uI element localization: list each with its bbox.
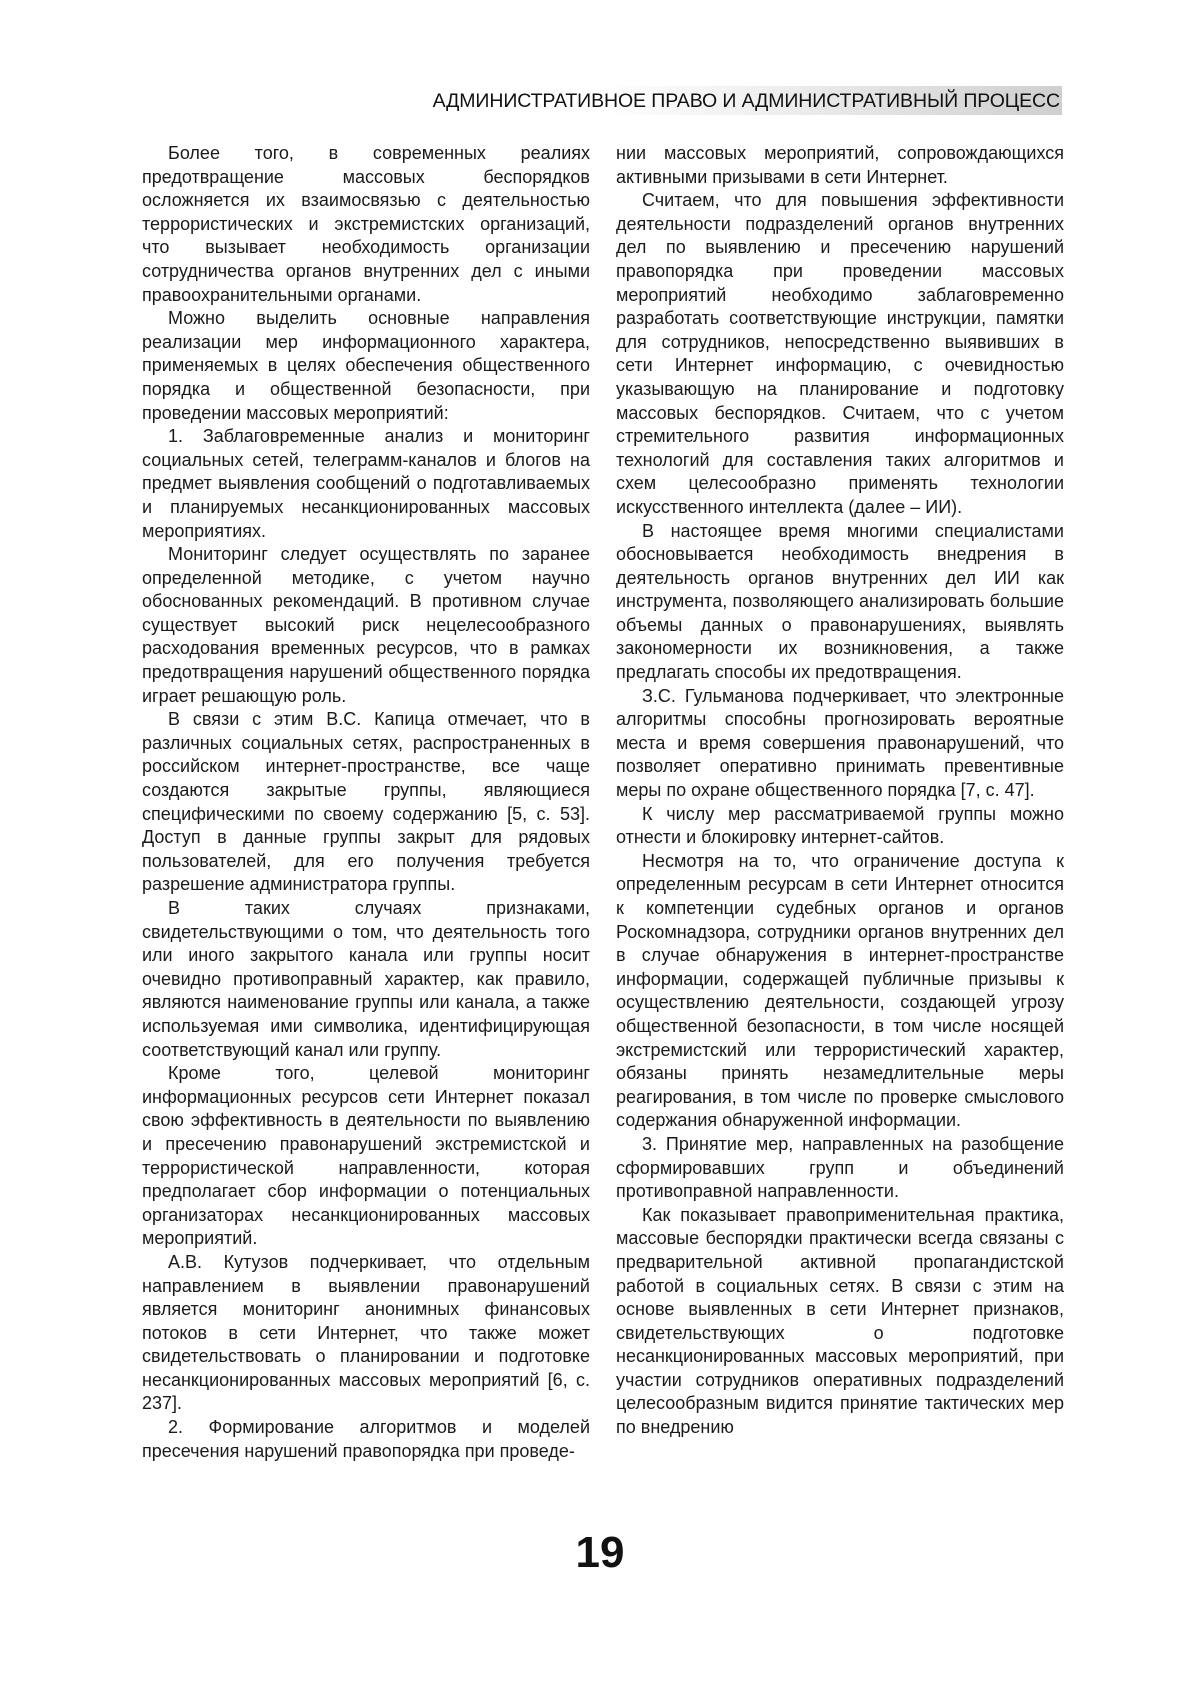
page-number: 19 bbox=[575, 1528, 625, 1577]
paragraph: К числу мер рассматриваемой группы можно отнести и блокировку интернет-сайтов. bbox=[616, 803, 1064, 848]
left-column bbox=[142, 142, 590, 1463]
paragraph: 3. Принятие мер, направленных на разобщение сформировавших групп и объединений противоправной направленности. bbox=[616, 1133, 1064, 1202]
paragraph: Несмотря на то, что ограничение доступа к определенным ресурсам в сети Интернет относится к компетенции судебных органов и органов Роскомнадзора, сотрудники органов внутренних дел в случае обнаружения в интернет-пространстве информации, содержащей публичные призывы к осуществлению деятельности, создающей угрозу общественной безопасности, в том числе носящей экстремистский или террористический характер, обязаны принять незамедлительные меры реагирования, в том числе по проверке смыслового содержания обнаруженной информации. bbox=[616, 850, 1064, 1131]
paragraph: 2. Формирование алгоритмов и моделей пресечения нарушений правопорядка при проведе- bbox=[142, 1417, 590, 1461]
paragraph: Считаем, что для повышения эффективности деятельности подразделений органов внутренних дел по выявлению и пресечению нарушений правопорядка при проведении массовых мероприятий необходимо заблаговременно разработать соответствующие инструкции, памятки для сотрудников, непосредственно выявивших в сети Интернет информацию, с очевидностью указывающую на планирование и подготовку массовых беспорядков. Считаем, что с учетом стремительного развития информационных технологий для составления таких алгоритмов и схем целесообразно применять технологии искусственного интеллекта (далее – ИИ). bbox=[616, 190, 1064, 517]
paragraph: В связи с этим В.С. Капица отмечает, что в различных социальных сетях, распространенных в российском интернет-пространстве, все чаще создаются закрытые группы, являющиеся специфическими по своему содержанию [5, с. 53]. Доступ в данные группы закрыт для рядовых пользователей, для его получения требуется разрешение администратора группы. bbox=[142, 709, 590, 895]
paragraph: Как показывает правоприменительная практика, массовые беспорядки практически всегда связаны с предварительной активной пропагандистской работой в социальных сетях. В связи с этим на основе выявленных в сети Интернет признаков, свидетельствующих о подготовке несанкционированных массовых мероприятий, при участии сотрудников оперативных подразделений целесообразным видится принятие тактических мер по внедрению bbox=[616, 1204, 1064, 1438]
paragraph-continuation: нии массовых мероприятий, сопровождающихся активными призывами в сети Интернет. bbox=[616, 143, 1064, 187]
right-column bbox=[616, 142, 1064, 1440]
paragraph: В настоящее время многими специалистами обосновывается необходимость внедрения в деятельность органов внутренних дел ИИ как инструмента, позволяющего анализировать большие объемы данных о правонарушениях, выявлять закономерности их возникновения, а также предлагать способы их предотвращения. bbox=[616, 520, 1064, 683]
paragraph: 1. Заблаговременные анализ и мониторинг социальных сетей, телеграмм-каналов и блогов на предмет выявления сообщений о подготавливаемых и планируемых несанкционированных массовых мероприятиях. bbox=[142, 426, 590, 541]
paragraph: Мониторинг следует осуществлять по заранее определенной методике, с учетом научно обоснованных рекомендаций. В противном случае существует высокий риск нецелесообразного расходования временных ресурсов, что в рамках предотвращения нарушений общественного порядка играет решающую роль. bbox=[142, 544, 590, 706]
paragraph: Кроме того, целевой мониторинг информационных ресурсов сети Интернет показал свою эффективность в деятельности по выявлению и пресечению правонарушений экстремистской и террористической направленности, которая предполагает сбор информации о потенциальных организаторах несанкционированных массовых мероприятий. bbox=[142, 1063, 590, 1249]
section-title: АДМИНИСТРАТИВНОЕ ПРАВО И АДМИНИСТРАТИВНЫЙ ПРОЦЕСС bbox=[432, 90, 1060, 112]
paragraph: В таких случаях признаками, свидетельствующими о том, что деятельность того или иного закрытого канала или группы носит очевидно противоправный характер, как правило, являются наименование группы или канала, а также используемая ими символика, идентифицирующая соответствующий канал или группу. bbox=[142, 898, 590, 1060]
paragraph: З.С. Гульманова подчеркивает, что электронные алгоритмы способны прогнозировать вероятные места и время совершения правонарушений, что позволяет оперативно принимать превентивные меры по охране общественного порядка [7, с. 47]. bbox=[616, 685, 1064, 801]
paragraph: А.В. Кутузов подчеркивает, что отдельным направлением в выявлении правонарушений является мониторинг анонимных финансовых потоков в сети Интернет, что также может свидетельствовать о планировании и подготовке несанкционированных массовых мероприятий [6, с. 237]. bbox=[142, 1251, 590, 1414]
paragraph: Можно выделить основные направления реализации мер информационного характера, применяемых в целях обеспечения общественного порядка и общественной безопасности, при проведении массовых мероприятий: bbox=[142, 308, 590, 423]
paragraph: Более того, в современных реалиях предотвращение массовых беспорядков осложняется их взаимосвязью с деятельностью террористических и экстремистских организаций, что вызывает необходимость организации сотрудничества органов внутренних дел с иными правоохранительными органами. bbox=[142, 143, 590, 305]
